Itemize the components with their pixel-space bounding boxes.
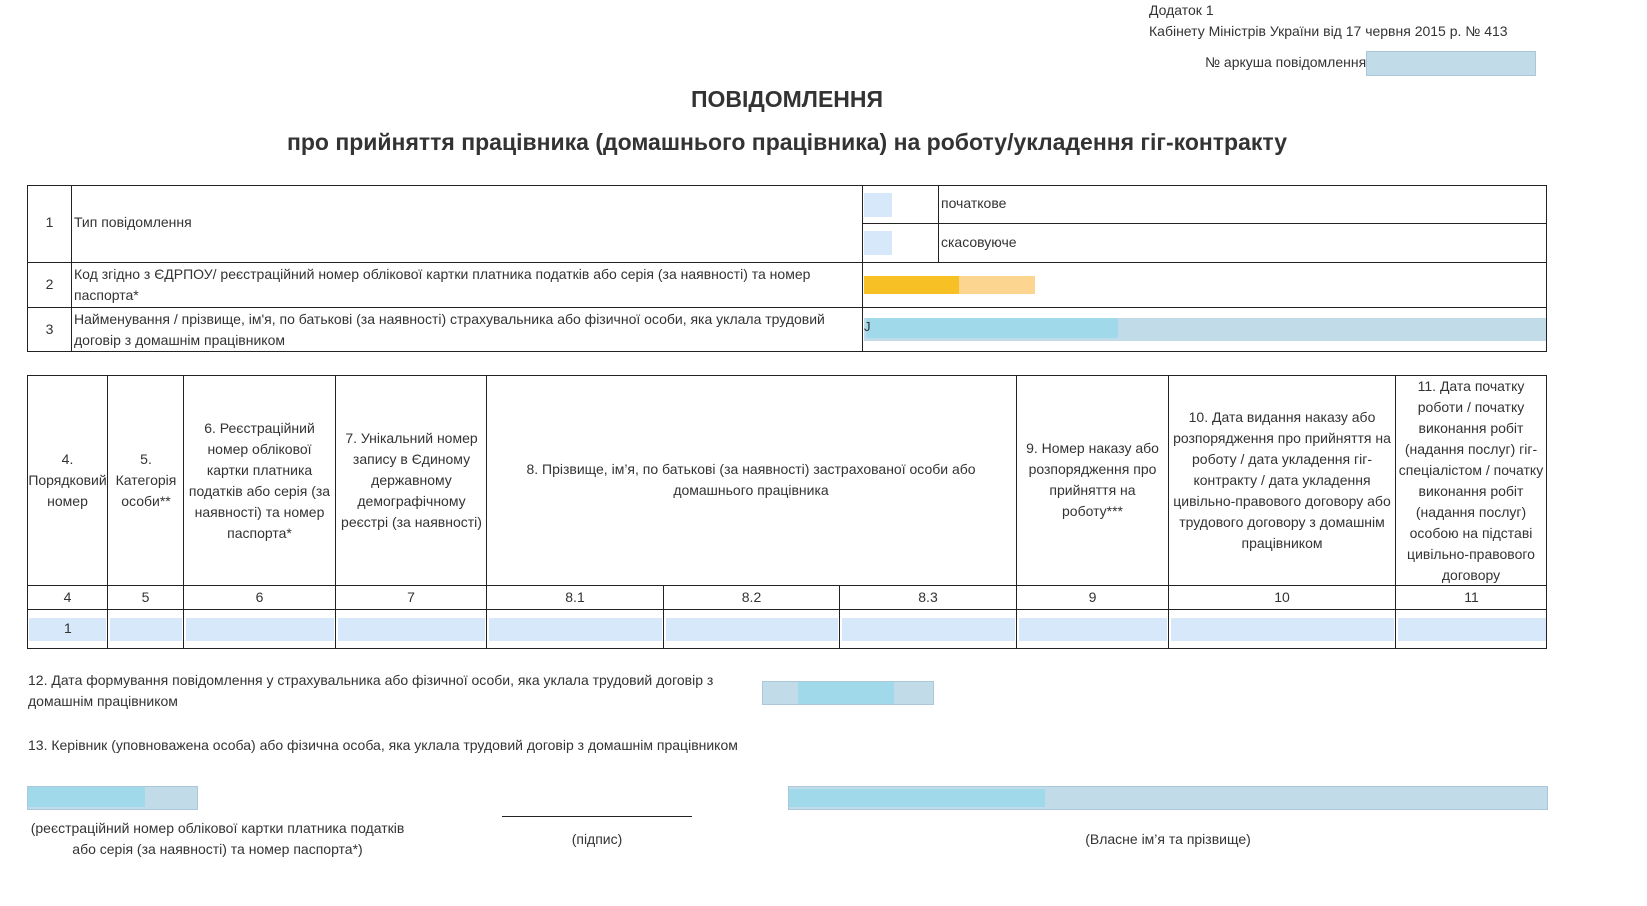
signature-line (502, 816, 692, 817)
row-index: 1 (64, 620, 72, 636)
signature-caption: (підпис) (571, 831, 623, 847)
manager-label: 13. Керівник (уповноважена особа) або фізична особа, яка уклала трудовий договір з домашнім працівником (28, 737, 738, 753)
page-title: ПОВІДОМЛЕННЯ (690, 86, 884, 112)
column-number: 5 (141, 589, 150, 605)
column-header-7: 7. Унікальний номер запису в Єдиному державному демографічному реєстрі (за наявності) (341, 430, 482, 530)
tax-number-caption: (реєстраційний номер облікової картки платника податків або серія (за наявності) та номер паспорта*) (30, 820, 405, 857)
column-header-5: 5. Категорія особи** (115, 451, 177, 509)
column-number: 7 (407, 589, 415, 605)
input-highlight (798, 682, 894, 704)
column-number: 8.2 (741, 589, 762, 605)
text-cursor: J (864, 319, 871, 334)
column-number: 8.3 (918, 589, 938, 605)
full-name-caption: (Власне ім’я та прізвище) (1085, 831, 1251, 847)
appendix-label: Додаток 1 (1149, 2, 1214, 18)
column-number: 4 (63, 589, 72, 605)
order-date-input[interactable] (1171, 618, 1394, 641)
input-highlight (28, 787, 145, 807)
sheet-number-input[interactable] (1366, 51, 1536, 76)
column-number: 6 (255, 589, 264, 605)
column-header-10: 10. Дата видання наказу або розпорядження про прийняття на роботу / дата укладення гіг-контракту / дата укладення цивільно-правового договору або трудового договору з домашнім працівником (1173, 409, 1391, 551)
formation-date-label: 12. Дата формування повідомлення у страхувальника або фізичної особи, яка уклала трудовий договір з домашнім працівником (28, 672, 714, 709)
column-number: 8.1 (565, 589, 585, 605)
first-name-input[interactable] (666, 618, 838, 641)
column-header-9: 9. Номер наказу або розпорядження про прийняття на роботу*** (1026, 440, 1159, 519)
insurer-name-label: Найменування / прізвище, ім'я, по батькові (за наявності) страхувальника або фізичної особи, яка уклала трудовий договір з домашнім працівником (74, 311, 825, 348)
row-number: 1 (45, 214, 54, 230)
order-number-input[interactable] (1019, 618, 1167, 641)
sheet-number-label: № аркуша повідомлення (1205, 54, 1367, 70)
tax-number-input[interactable] (186, 618, 334, 641)
row-number: 3 (45, 321, 54, 337)
column-number: 9 (1088, 589, 1097, 605)
column-header-4: 4. Порядковий номер (28, 451, 107, 509)
demographic-register-input[interactable] (338, 618, 485, 641)
column-header-11: 11. Дата початку роботи / початку виконання робіт (надання послуг) гіг-спеціалістом / початку виконання робіт (надання послуг) особою на підставі цивільно-правового договору (1398, 378, 1544, 583)
initial-option-label: початкове (941, 195, 1007, 211)
input-highlight (864, 276, 959, 294)
cancelling-option-label: скасовуюче (941, 234, 1017, 250)
input-highlight (789, 789, 1045, 807)
input-highlight (866, 318, 1118, 338)
cancelling-checkbox[interactable] (864, 231, 892, 255)
category-input[interactable] (110, 618, 182, 641)
edrpou-code-label: Код згідно з ЄДРПОУ/ реєстраційний номер облікової картки платника податків або серія (за наявності) та номер паспорта* (74, 266, 811, 303)
notification-type-label: Тип повідомлення (74, 214, 192, 230)
start-date-input[interactable] (1398, 618, 1546, 641)
column-number: 11 (1464, 589, 1479, 605)
column-header-6: 6. Реєстраційний номер облікової картки платника податків або серія (за наявності) та номер паспорта* (188, 420, 331, 541)
page-subtitle: про прийняття працівника (домашнього працівника) на роботу/укладення гіг-контракту (286, 129, 1288, 155)
column-number: 10 (1274, 589, 1290, 605)
row-number: 2 (45, 276, 54, 292)
initial-checkbox[interactable] (864, 193, 892, 217)
surname-input[interactable] (489, 618, 662, 641)
patronymic-input[interactable] (842, 618, 1015, 641)
column-header-8: 8. Прізвище, ім’я, по батькові (за наявності) застрахованої особи або домашнього працівника (526, 461, 976, 498)
decree-label: Кабінету Міністрів України від 17 червня 2015 р. № 413 (1149, 23, 1508, 39)
